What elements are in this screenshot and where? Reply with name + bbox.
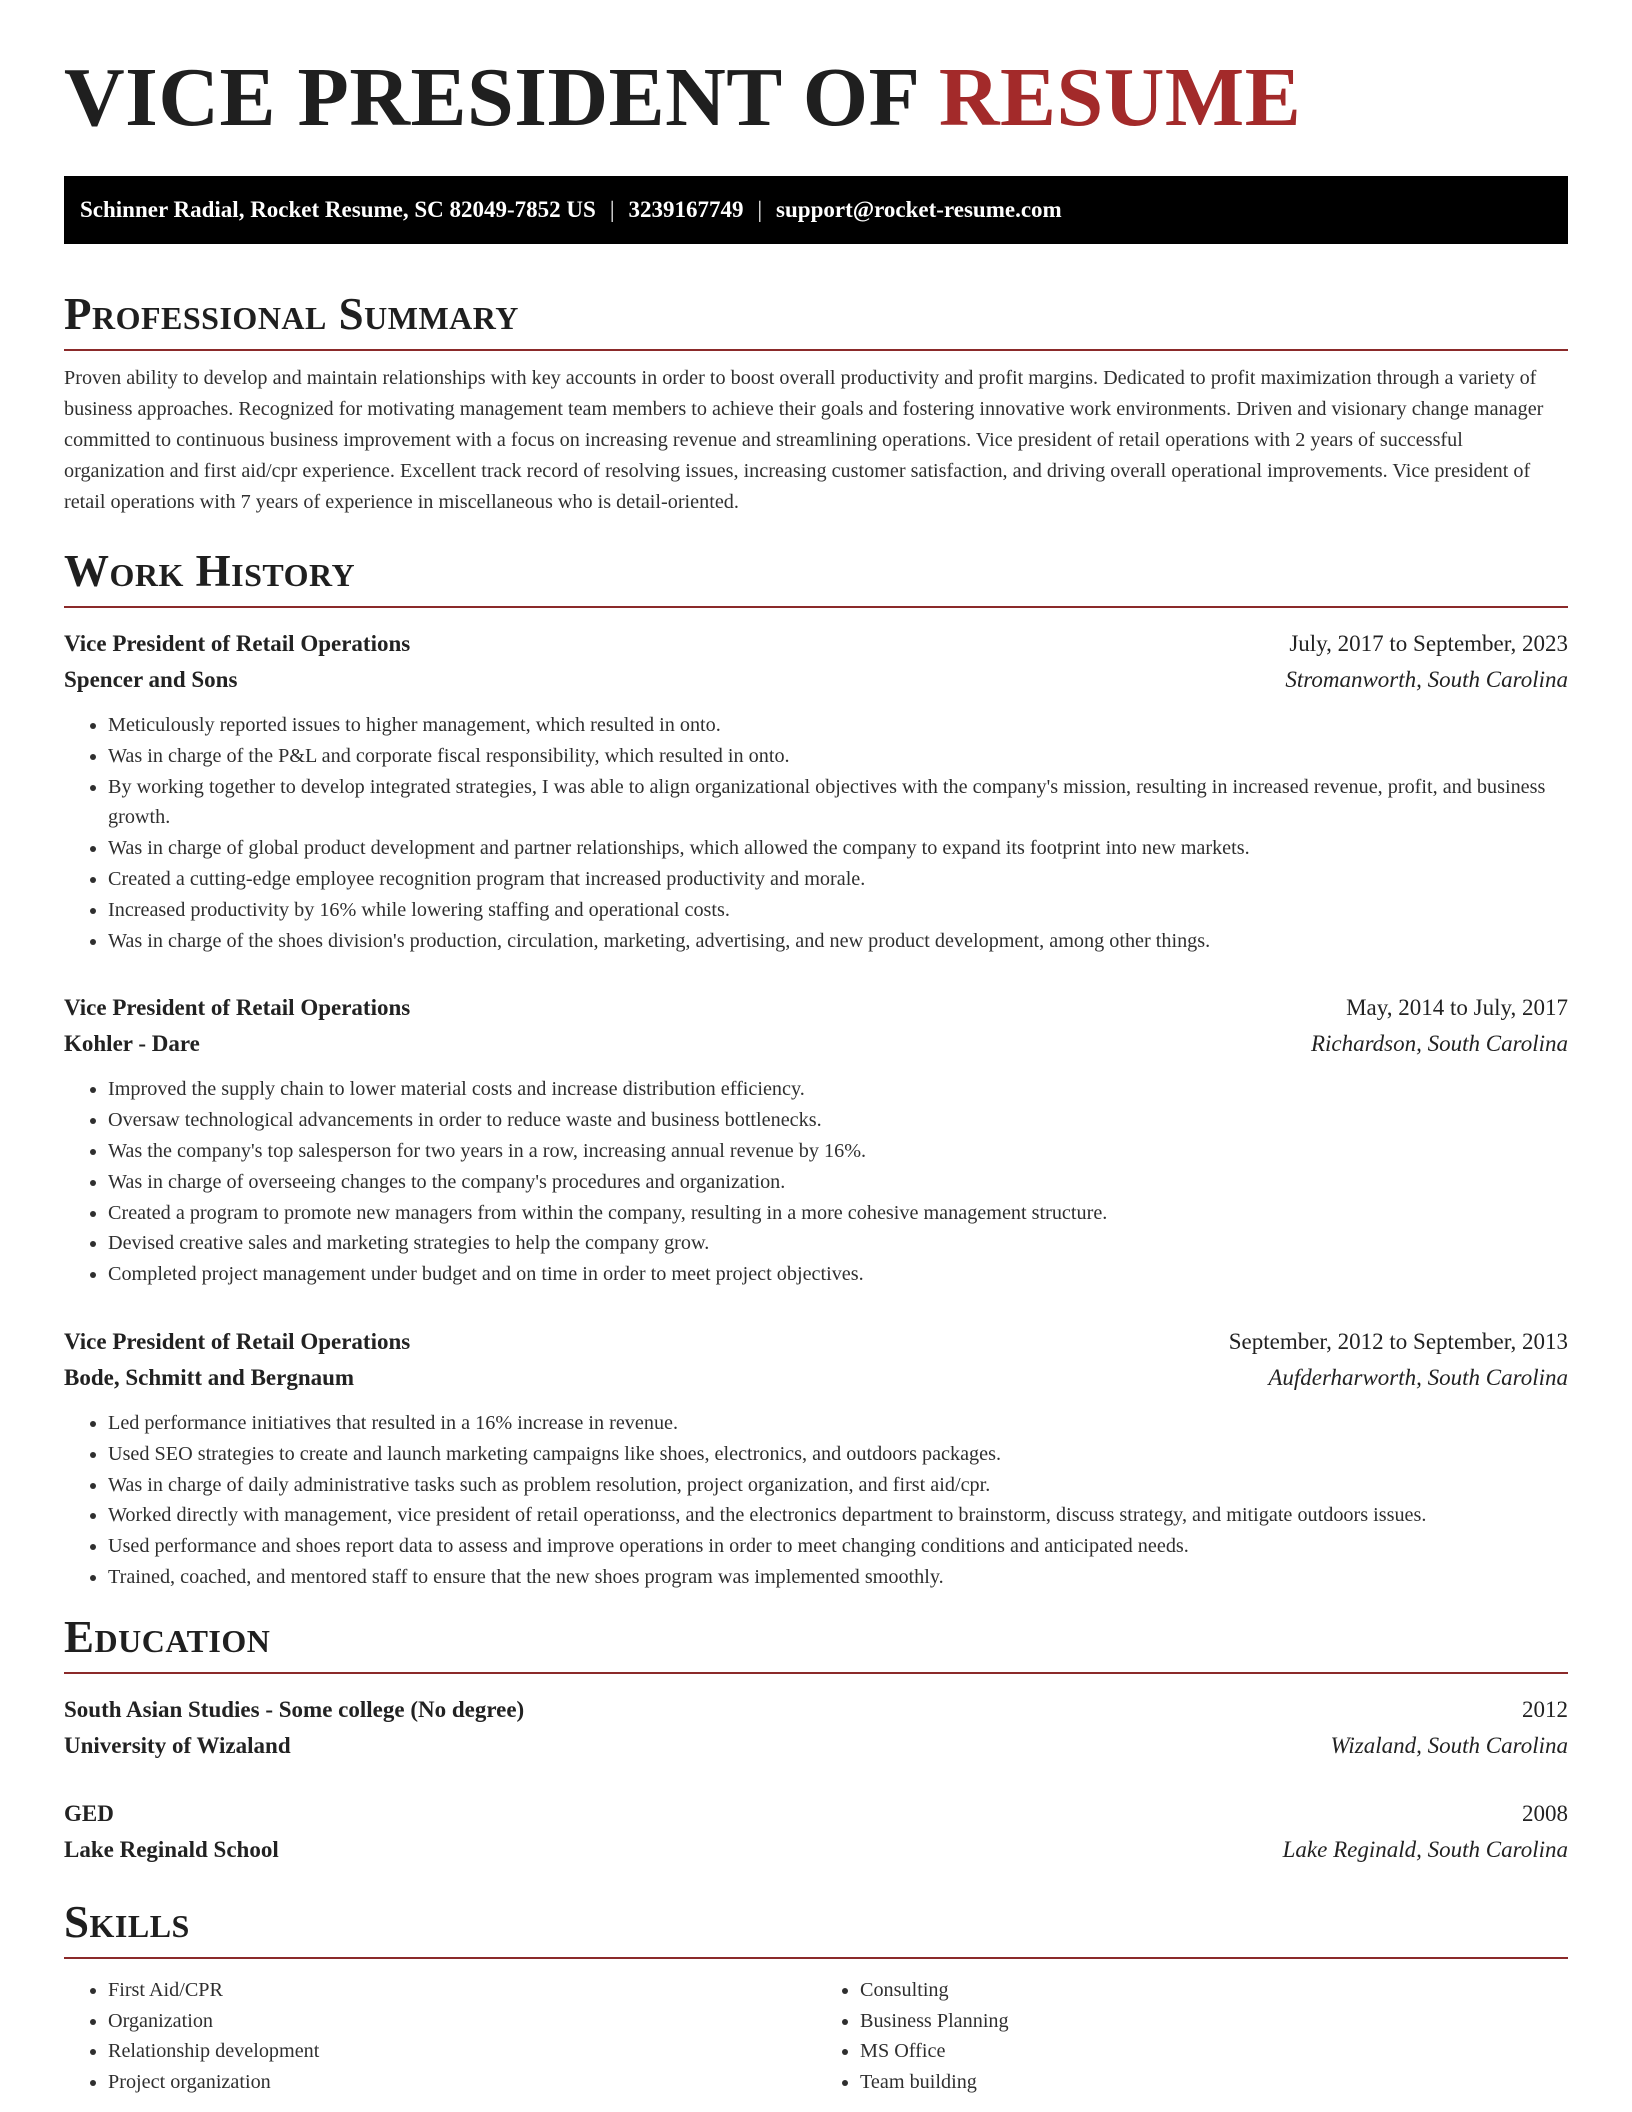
list-item: • Meticulously reported issues to higher management, which resulted in onto. bbox=[108, 710, 1568, 741]
list-item: • Was in charge of the shoes division's production, circulation, marketing, advertising, and new product development, among other things. bbox=[108, 926, 1568, 957]
section-heading-summary: Professional Summary bbox=[64, 292, 1568, 351]
education-degree: South Asian Studies - Some college (No degree) bbox=[64, 1696, 525, 1722]
job-title: Vice President of Retail Operations bbox=[64, 995, 411, 1021]
skills-section bbox=[64, 1896, 1568, 2098]
job-dates: September, 2012 to September, 2013 bbox=[1228, 1328, 1568, 1354]
skill-item: • Consulting bbox=[860, 1975, 1568, 2006]
contact-phone: 3239167749 bbox=[628, 197, 744, 222]
list-item: • Created a program to promote new managers from within the company, resulting in a more cohesive management structure. bbox=[108, 1198, 1568, 1229]
education-school: Lake Reginald School bbox=[64, 1836, 279, 1862]
list-item: • By working together to develop integrated strategies, I was able to align organizational objectives with the company's mission, resulting in increased revenue, profit, and business growth. bbox=[108, 772, 1568, 834]
list-item: • Increased productivity by 16% while lowering staffing and operational costs. bbox=[108, 895, 1568, 926]
education-year: 2012 bbox=[1522, 1696, 1568, 1722]
job-location: Richardson, South Carolina bbox=[1310, 1031, 1568, 1057]
title-main: VICE PRESIDENT OF bbox=[64, 51, 939, 144]
list-item: • Was in charge of global product development and partner relationships, which allowed the company to expand its footprint into new markets. bbox=[108, 833, 1568, 864]
job-bullets bbox=[64, 1074, 1568, 1290]
section-heading-work-history: Work History bbox=[64, 549, 1568, 608]
job-title: Vice President of Retail Operations bbox=[64, 631, 411, 656]
job-entry bbox=[64, 990, 1568, 1290]
contact-separator: | bbox=[757, 197, 763, 222]
list-item: • Was in charge of the P&L and corporate fiscal responsibility, which resulted in onto. bbox=[108, 741, 1568, 772]
education-degree: GED bbox=[64, 1800, 114, 1826]
skill-item: • Relationship development bbox=[108, 2036, 816, 2067]
list-item: • Used SEO strategies to create and launch marketing campaigns like shoes, electronics, and outdoors packages. bbox=[108, 1439, 1568, 1470]
education-entry bbox=[64, 1692, 1568, 1764]
skill-item: • Team building bbox=[860, 2067, 1568, 2098]
list-item: • Oversaw technological advancements in order to reduce waste and business bottlenecks. bbox=[108, 1105, 1568, 1136]
job-company: Spencer and Sons bbox=[64, 667, 238, 692]
title-accent: RESUME bbox=[938, 51, 1302, 144]
skills-grid bbox=[64, 1975, 1568, 2098]
skills-list-right bbox=[816, 1975, 1568, 2098]
resume-page bbox=[64, 0, 1568, 2098]
list-item: • Was in charge of overseeing changes to the company's procedures and organization. bbox=[108, 1167, 1568, 1198]
list-item: • Worked directly with management, vice president of retail operationss, and the electronics department to brainstorm, discuss strategy, and mitigate outdoors issues. bbox=[108, 1500, 1568, 1531]
job-bullets bbox=[64, 710, 1568, 956]
skill-item: • Organization bbox=[108, 2006, 816, 2037]
job-company: Kohler - Dare bbox=[64, 1031, 200, 1057]
education-year: 2008 bbox=[1522, 1800, 1568, 1826]
education-location: Lake Reginald, South Carolina bbox=[1282, 1836, 1568, 1862]
job-entry bbox=[64, 626, 1568, 956]
education-entry bbox=[64, 1796, 1568, 1868]
contact-bar bbox=[64, 176, 1568, 244]
summary-text: Proven ability to develop and maintain relationships with key accounts in order to boost overall productivity and profit margins. Dedicated to profit maximization through a variety of business approaches. Recognized for motivating management team members to achieve their goals and fostering innovative work environments. Driven and visionary change manager committed to continuous business improvement with a focus on increasing revenue and streamlining operations. Vice president of retail operations with 2 years of successful organization and first aid/cpr experience. Excellent track record of resolving issues, increasing customer satisfaction, and driving overall operational improvements. Vice president of retail operations with 7 years of experience in miscellaneous who is detail-oriented. bbox=[64, 367, 1544, 513]
skill-item: • MS Office bbox=[860, 2036, 1568, 2067]
education-location: Wizaland, South Carolina bbox=[1330, 1732, 1568, 1758]
contact-email: support@rocket-resume.com bbox=[776, 197, 1062, 222]
job-location: Aufderharworth, South Carolina bbox=[1268, 1364, 1568, 1390]
education-section bbox=[64, 1611, 1568, 1868]
list-item: • Was the company's top salesperson for two years in a row, increasing annual revenue by 16%. bbox=[108, 1136, 1568, 1167]
job-bullets bbox=[64, 1408, 1568, 1593]
list-item: • Completed project management under budget and on time in order to meet project objectives. bbox=[108, 1259, 1568, 1290]
resume-title bbox=[64, 51, 1568, 152]
job-dates: May, 2014 to July, 2017 bbox=[1346, 995, 1568, 1021]
education-school: University of Wizaland bbox=[64, 1732, 291, 1758]
list-item: • Led performance initiatives that resulted in a 16% increase in revenue. bbox=[108, 1408, 1568, 1439]
contact-separator: | bbox=[609, 197, 615, 222]
skill-item: • Project organization bbox=[108, 2067, 816, 2098]
list-item: • Created a cutting-edge employee recognition program that increased productivity and morale. bbox=[108, 864, 1568, 895]
skill-item: • Business Planning bbox=[860, 2006, 1568, 2037]
contact-address: Schinner Radial, Rocket Resume, SC 82049-7852 US bbox=[80, 197, 596, 222]
section-heading-education: Education bbox=[64, 1615, 1568, 1674]
list-item: • Improved the supply chain to lower material costs and increase distribution efficiency. bbox=[108, 1074, 1568, 1105]
list-item: • Was in charge of daily administrative tasks such as problem resolution, project organization, and first aid/cpr. bbox=[108, 1470, 1568, 1501]
job-dates: July, 2017 to September, 2023 bbox=[1289, 631, 1568, 656]
work-history-section bbox=[64, 546, 1568, 1593]
list-item: • Devised creative sales and marketing strategies to help the company grow. bbox=[108, 1228, 1568, 1259]
job-entry bbox=[64, 1324, 1568, 1593]
section-heading-skills: Skills bbox=[64, 1900, 1568, 1959]
job-title: Vice President of Retail Operations bbox=[64, 1328, 411, 1354]
list-item: • Trained, coached, and mentored staff to ensure that the new shoes program was implemented smoothly. bbox=[108, 1562, 1568, 1593]
job-location: Stromanworth, South Carolina bbox=[1285, 667, 1568, 692]
skill-item: • First Aid/CPR bbox=[108, 1975, 816, 2006]
list-item: • Used performance and shoes report data to assess and improve operations in order to meet changing conditions and anticipated needs. bbox=[108, 1531, 1568, 1562]
job-company: Bode, Schmitt and Bergnaum bbox=[64, 1364, 355, 1390]
skills-list-left bbox=[64, 1975, 816, 2098]
summary-section bbox=[64, 289, 1568, 518]
